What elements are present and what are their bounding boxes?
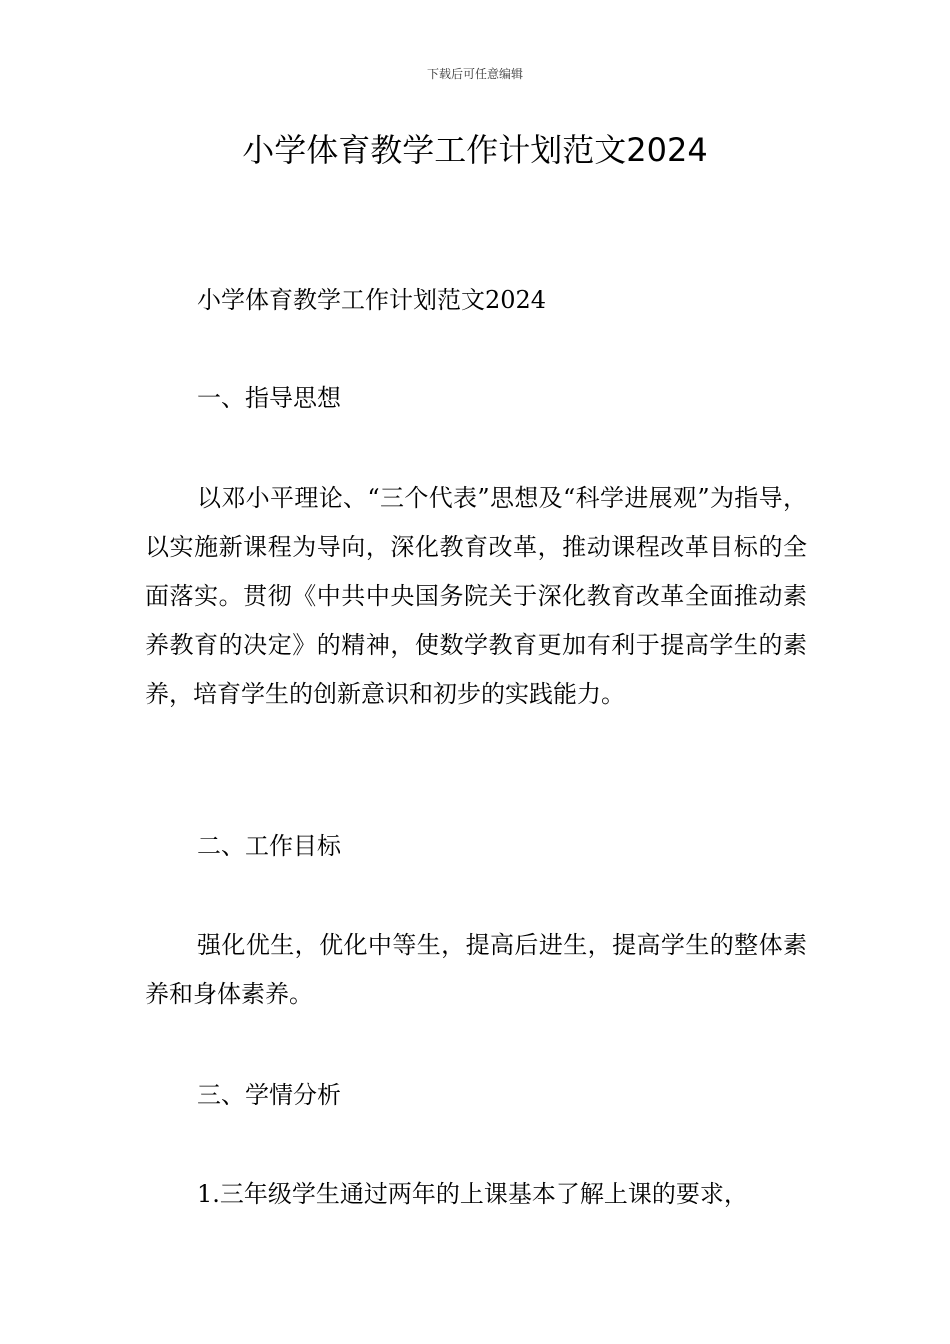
paragraph-work-goals: 强化优生，优化中等生，提高后进生，提高学生的整体素养和身体素养。	[145, 931, 807, 1008]
header-note: 下载后可任意编辑	[426, 67, 523, 81]
intro-line: 小学体育教学工作计划范文2024	[197, 286, 547, 314]
section-heading-work-goals: 二、工作目标	[197, 832, 341, 860]
document-title: 小学体育教学工作计划范文2024	[242, 131, 708, 169]
section-heading-guiding-ideology: 一、指导思想	[197, 384, 341, 412]
section-heading-student-analysis: 三、学情分析	[197, 1081, 341, 1109]
paragraph-guiding-ideology: 以邓小平理论、“三个代表”思想及“科学进展观”为指导，以实施新课程为导向，深化教育改革，推动课程改革目标的全面落实。贯彻《中共中央国务院关于深化教育改革全面推动素养教育的决定》的精神，使数学教育更加有利于提高学生的素养，培育学生的创新意识和初步的实践能力。	[145, 484, 807, 708]
paragraph-student-analysis-1: 1.三年级学生通过两年的上课基本了解上课的要求，	[197, 1180, 748, 1208]
